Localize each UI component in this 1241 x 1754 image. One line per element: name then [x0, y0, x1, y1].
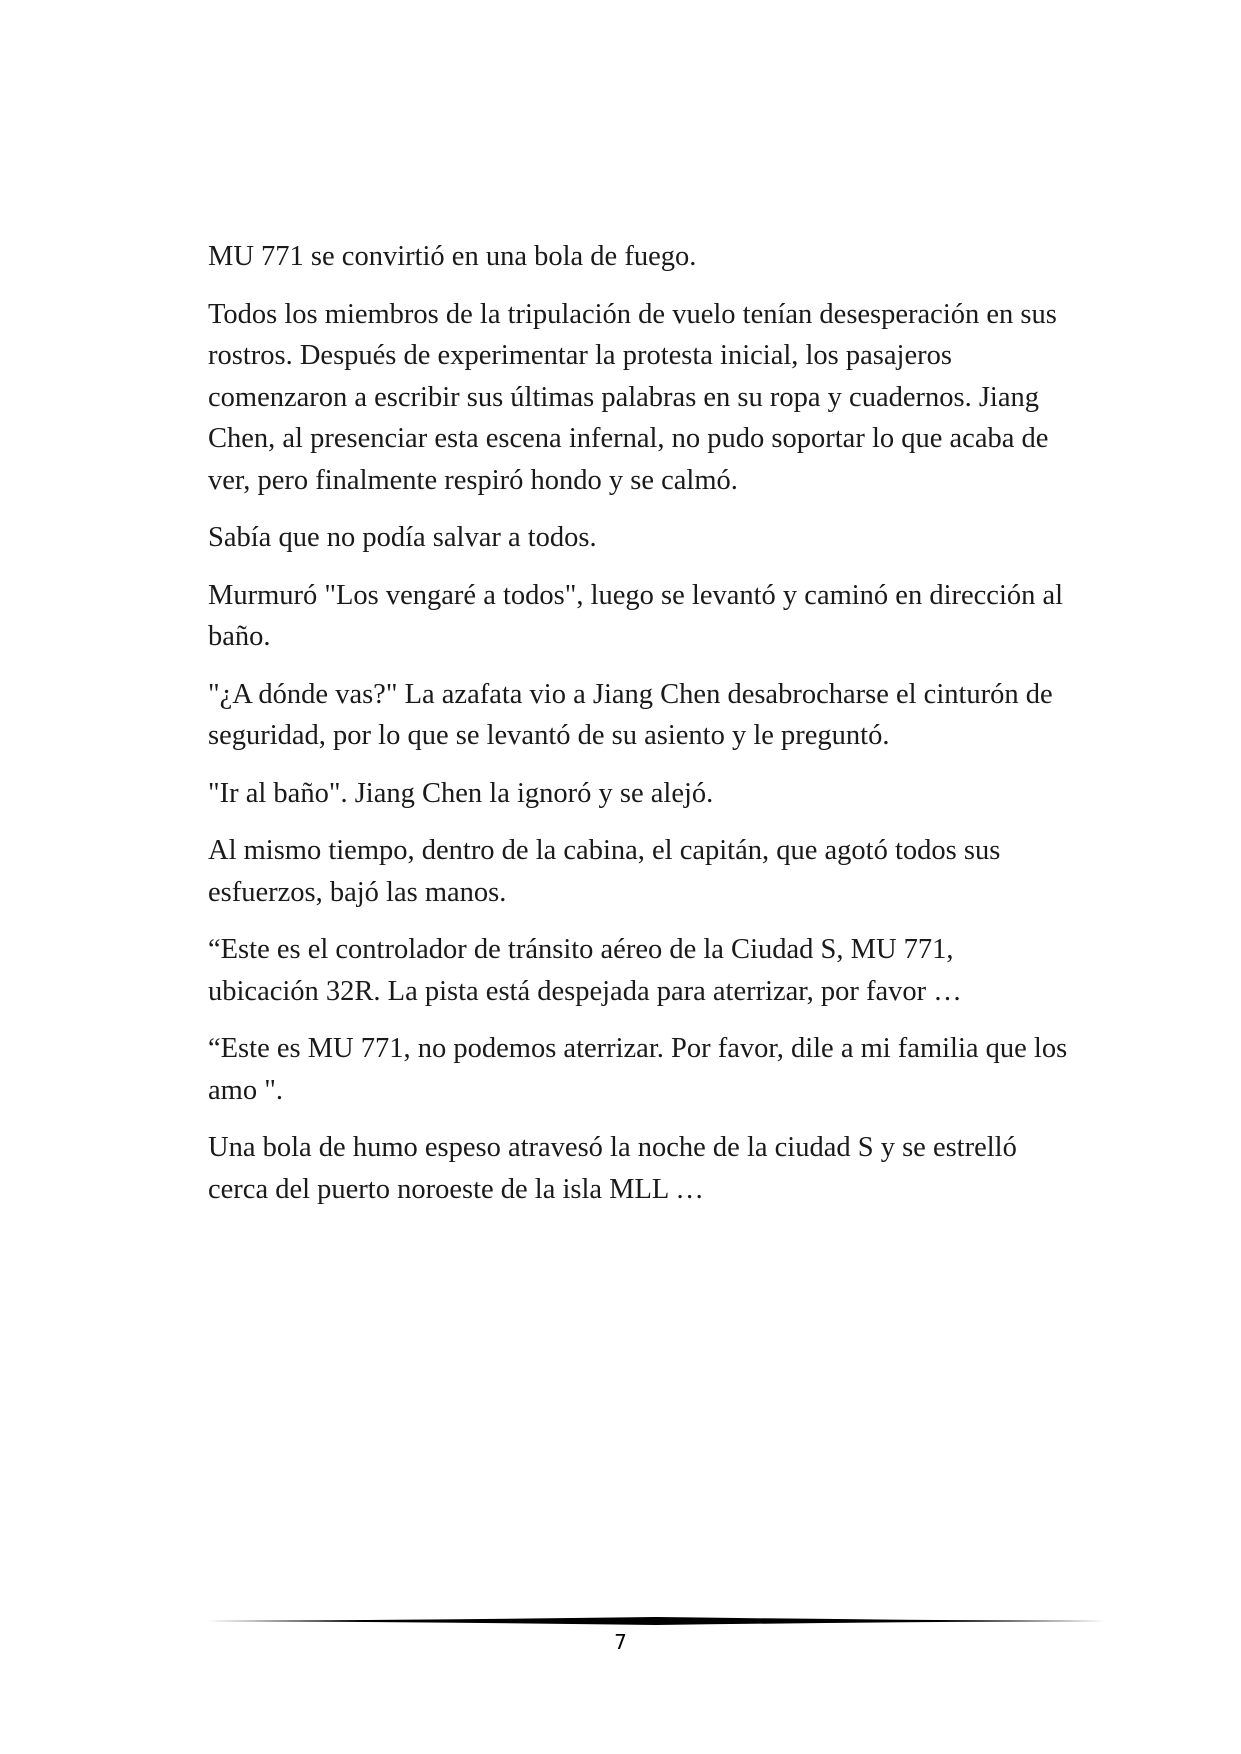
body-text [208, 236, 1068, 1226]
paragraph-5: "¿A dónde vas?" La azafata vio a Jiang Chen desabrocharse el cinturón de seguridad, por lo que se levantó de su asiento y le preguntó. [208, 678, 1053, 751]
paragraph-10: Una bola de humo espeso atravesó la noche de la ciudad S y se estrelló cerca del puerto noroeste de la isla MLL … [208, 1132, 1017, 1205]
paragraph-7: Al mismo tiempo, dentro de la cabina, el capitán, que agotó todos sus esfuerzos, bajó las manos. [208, 835, 1001, 908]
paragraph-4: Murmuró "Los vengaré a todos", luego se levantó y caminó en dirección al baño. [208, 579, 1064, 652]
paragraph-3: Sabía que no podía salvar a todos. [208, 522, 597, 553]
paragraph-1: MU 771 se convirtió en una bola de fuego. [208, 241, 697, 272]
footer-divider [206, 1614, 1106, 1628]
paragraph-9: “Este es MU 771, no podemos aterrizar. Por favor, dile a mi familia que los amo ". [208, 1033, 1068, 1106]
paragraph-8: “Este es el controlador de tránsito aéreo de la Ciudad S, MU 771, ubicación 32R. La pista está despejada para aterrizar, por favor … [208, 934, 962, 1007]
page-number: 7 [614, 1630, 627, 1654]
paragraph-2: Todos los miembros de la tripulación de vuelo tenían desesperación en sus rostros. Después de experimentar la protesta inicial, los pasajeros comenzaron a escribir sus últimas palabras en su ropa y cuadernos. Jiang Chen, al presenciar esta escena infernal, no pudo soportar lo que acaba de ver, pero finalmente respiró hondo y se calmó. [208, 298, 1057, 496]
paragraph-6: "Ir al baño". Jiang Chen la ignoró y se alejó. [208, 777, 714, 809]
